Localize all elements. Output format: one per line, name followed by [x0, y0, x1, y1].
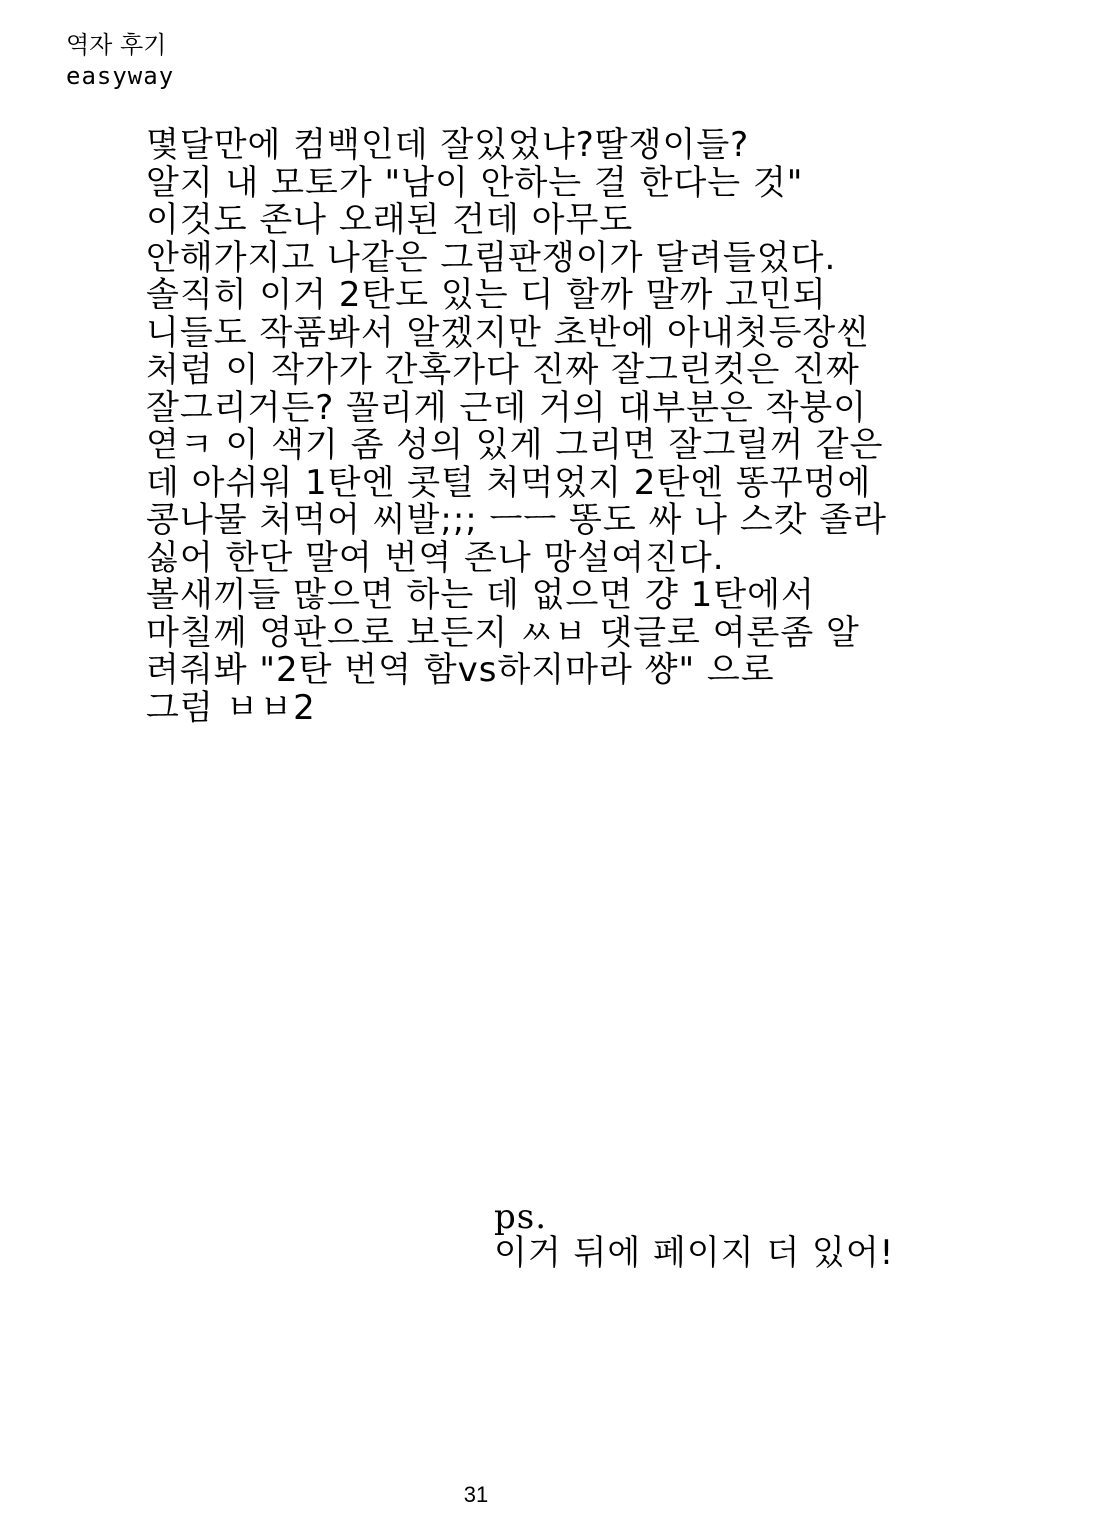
body-line: 볼새끼들 많으면 하는 데 없으면 걍 1탄에서 [146, 575, 815, 615]
page-header [66, 30, 174, 92]
body-line: 그럼 ㅂㅂ2 [146, 687, 316, 728]
body-line: 마칠께 영판으로 보든지 ㅆㅂ 댓글로 여론좀 알 [146, 612, 860, 653]
body-line: 엳ㅋ 이 색기 좀 성의 있게 그리면 잘그릴꺼 같은 [146, 425, 884, 465]
body-line: 처럼 이 작가가 간혹가다 진짜 잘그린컷은 진짜 [146, 350, 860, 390]
body-line: 싫어 한단 말여 번역 존나 망설여진다. [146, 537, 725, 578]
postscript [494, 1199, 894, 1271]
ps-text: 이거 뒤에 페이지 더 있어! [494, 1233, 895, 1273]
body-line: 콩나물 처먹어 씨발;;; ㅡㅡ 똥도 싸 나 스캇 졸라 [146, 500, 888, 540]
body-line: 안해가지고 나같은 그림판쟁이가 달려들었다. [146, 237, 837, 278]
header-author: easyway [66, 62, 175, 90]
body-line: 려줘봐 "2탄 번역 함vs하지마라 썅" 으로 [146, 650, 775, 690]
body-line: 솔직히 이거 2탄도 있는 디 할까 말까 고민되 [146, 275, 827, 315]
afterword-body [146, 127, 1046, 727]
body-line: 니들도 작품봐서 알겠지만 초반에 아내첫등장씬 [146, 312, 871, 353]
body-line: 이것도 존나 오래된 건데 아무도 [146, 200, 634, 240]
body-line: 잘그리거든? 꼴리게 근데 거의 대부분은 작붕이 [146, 387, 868, 428]
body-line: 데 아쉬워 1탄엔 콧털 처먹었지 2탄엔 똥꾸멍에 [146, 462, 872, 503]
ps-label: ps. [494, 1197, 548, 1237]
body-line: 몇달만에 컴백인데 잘있었냐?딸쟁이들? [146, 125, 750, 165]
header-title: 역자 후기 [66, 31, 167, 59]
page-number: 31 [463, 1482, 489, 1507]
body-line: 알지 내 모토가 "남이 안하는 걸 한다는 것" [146, 162, 804, 203]
